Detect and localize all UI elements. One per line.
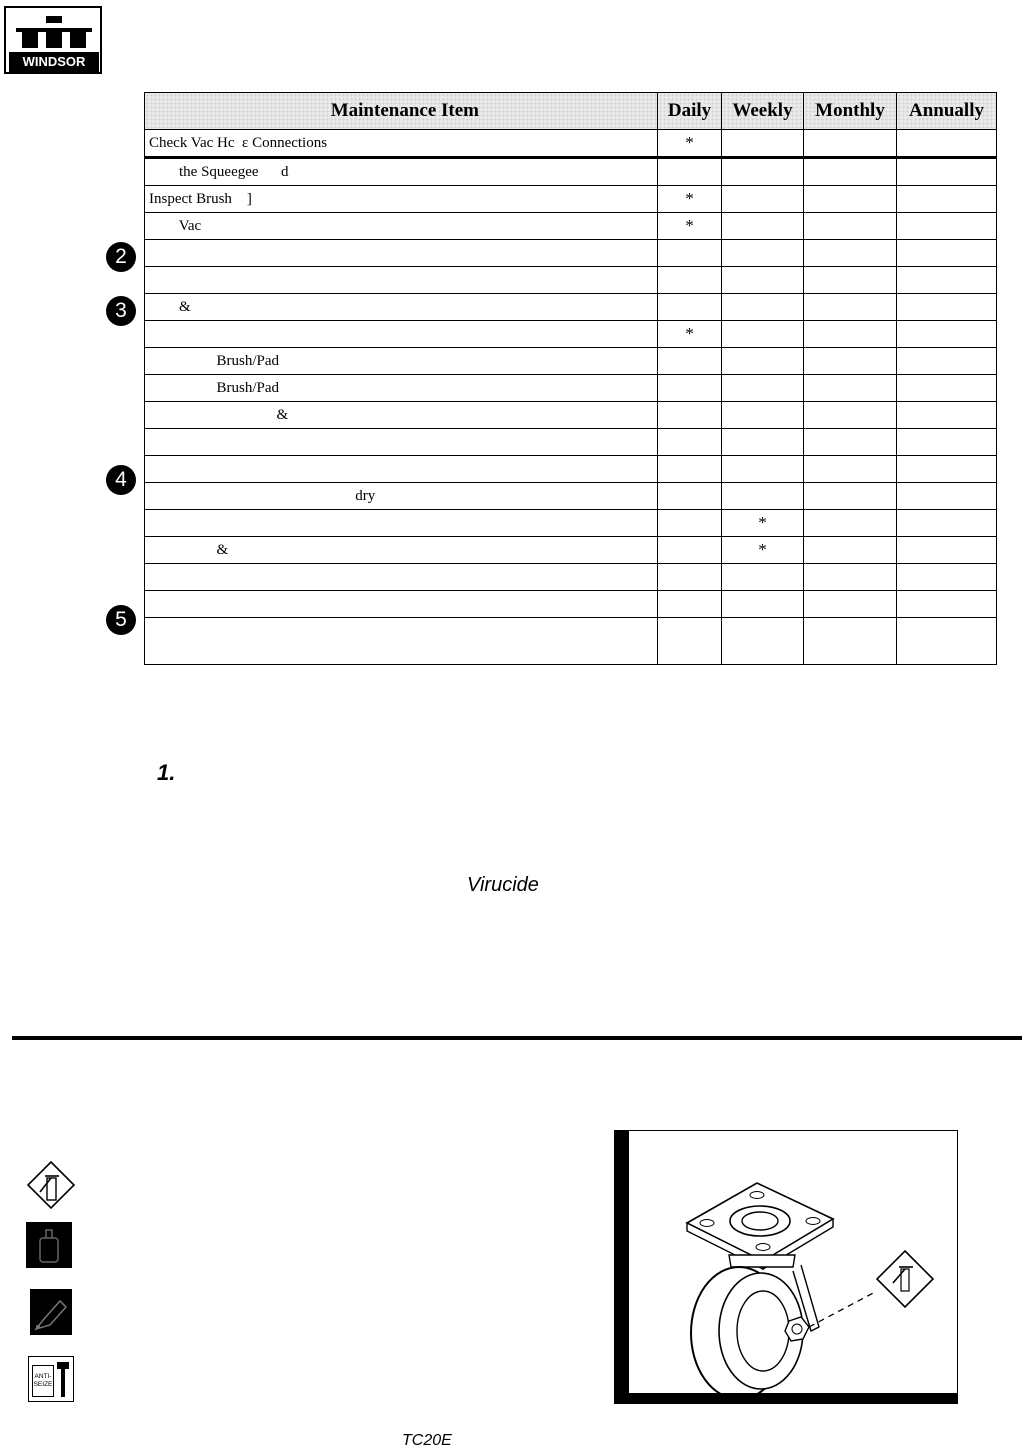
weekly-cell — [722, 158, 804, 186]
lubricant-tube-icon — [30, 1289, 72, 1335]
maintenance-table — [144, 92, 997, 665]
note-step-number: 1. — [157, 760, 176, 785]
note-virucide: Virucide — [467, 874, 539, 896]
table-row — [145, 618, 997, 665]
monthly-cell — [804, 510, 897, 537]
oil-can-icon — [26, 1222, 72, 1268]
annually-cell — [897, 186, 997, 213]
maintenance-item-cell: & — [145, 294, 658, 321]
annually-cell — [897, 564, 997, 591]
weekly-cell: * — [722, 537, 804, 564]
weekly-cell — [722, 456, 804, 483]
daily-cell: * — [658, 213, 722, 240]
table-row — [145, 186, 997, 213]
table-row — [145, 564, 997, 591]
header-annually: Annually — [897, 93, 997, 130]
maintenance-item-cell: the Squeegee d — [145, 158, 658, 186]
monthly-cell — [804, 186, 897, 213]
daily-cell: * — [658, 321, 722, 348]
windsor-mark-icon — [14, 14, 94, 50]
table-row — [145, 321, 997, 348]
monthly-cell — [804, 130, 897, 158]
annually-cell — [897, 267, 997, 294]
annually-cell — [897, 213, 997, 240]
annually-cell — [897, 402, 997, 429]
grease-gun-icon — [26, 1160, 76, 1210]
weekly-cell — [722, 402, 804, 429]
monthly-cell — [804, 564, 897, 591]
maintenance-item-cell — [145, 591, 658, 618]
daily-cell — [658, 510, 722, 537]
weekly-cell — [722, 130, 804, 158]
daily-cell — [658, 348, 722, 375]
table-row — [145, 510, 997, 537]
annually-cell — [897, 240, 997, 267]
monthly-cell — [804, 402, 897, 429]
table-row — [145, 402, 997, 429]
daily-cell — [658, 402, 722, 429]
maintenance-item-cell — [145, 618, 658, 665]
windsor-logo — [4, 6, 102, 74]
maintenance-item-cell: Inspect Brush ] — [145, 186, 658, 213]
table-row — [145, 240, 997, 267]
monthly-cell — [804, 537, 897, 564]
weekly-cell — [722, 429, 804, 456]
weekly-cell — [722, 213, 804, 240]
monthly-cell — [804, 456, 897, 483]
annually-cell — [897, 456, 997, 483]
table-row — [145, 294, 997, 321]
model-footer: TC20E — [402, 1432, 452, 1449]
table-row — [145, 158, 997, 186]
weekly-cell — [722, 348, 804, 375]
step-marker-2: 2 — [106, 242, 136, 272]
maintenance-item-cell — [145, 429, 658, 456]
weekly-cell — [722, 483, 804, 510]
weekly-cell — [722, 375, 804, 402]
table-row — [145, 456, 997, 483]
maintenance-item-cell — [145, 456, 658, 483]
table-row — [145, 483, 997, 510]
daily-cell — [658, 267, 722, 294]
annually-cell — [897, 130, 997, 158]
maintenance-item-cell: Brush/Pad — [145, 348, 658, 375]
annually-cell — [897, 537, 997, 564]
daily-cell — [658, 483, 722, 510]
step-marker-3: 3 — [106, 296, 136, 326]
daily-cell — [658, 456, 722, 483]
header-monthly: Monthly — [804, 93, 897, 130]
weekly-cell — [722, 591, 804, 618]
maintenance-item-cell — [145, 240, 658, 267]
maintenance-item-cell: dry — [145, 483, 658, 510]
daily-cell — [658, 429, 722, 456]
monthly-cell — [804, 267, 897, 294]
daily-cell: * — [658, 186, 722, 213]
table-row — [145, 375, 997, 402]
maintenance-item-cell: Brush/Pad — [145, 375, 658, 402]
monthly-cell — [804, 591, 897, 618]
maintenance-item-cell — [145, 321, 658, 348]
annually-cell — [897, 158, 997, 186]
weekly-cell — [722, 294, 804, 321]
monthly-cell — [804, 294, 897, 321]
daily-cell — [658, 591, 722, 618]
weekly-cell — [722, 240, 804, 267]
monthly-cell — [804, 321, 897, 348]
daily-cell — [658, 537, 722, 564]
monthly-cell — [804, 375, 897, 402]
anti-seize-label: ANTI-SEIZE — [32, 1365, 54, 1397]
daily-cell — [658, 240, 722, 267]
annually-cell — [897, 591, 997, 618]
weekly-cell — [722, 618, 804, 665]
annually-cell — [897, 294, 997, 321]
weekly-cell — [722, 564, 804, 591]
daily-cell — [658, 375, 722, 402]
table-row — [145, 348, 997, 375]
monthly-cell — [804, 429, 897, 456]
table-row — [145, 267, 997, 294]
annually-cell — [897, 483, 997, 510]
daily-cell — [658, 618, 722, 665]
annually-cell — [897, 321, 997, 348]
caster-wheel-illustration — [629, 1131, 957, 1393]
step-marker-4: 4 — [106, 465, 136, 495]
logo-wordmark: WINDSOR — [9, 52, 99, 72]
table-header-row — [145, 93, 997, 130]
daily-cell — [658, 158, 722, 186]
table-row — [145, 130, 997, 158]
maintenance-item-cell: Check Vac Hc ε Connections — [145, 130, 658, 158]
monthly-cell — [804, 348, 897, 375]
anti-seize-icon — [28, 1356, 74, 1402]
weekly-cell: * — [722, 510, 804, 537]
table-row — [145, 429, 997, 456]
weekly-cell — [722, 186, 804, 213]
annually-cell — [897, 618, 997, 665]
table-row — [145, 591, 997, 618]
monthly-cell — [804, 618, 897, 665]
maintenance-item-cell — [145, 564, 658, 591]
annually-cell — [897, 429, 997, 456]
weekly-cell — [722, 321, 804, 348]
header-maintenance-item: Maintenance Item — [145, 93, 658, 130]
monthly-cell — [804, 158, 897, 186]
maintenance-item-cell: & — [145, 402, 658, 429]
maintenance-item-cell — [145, 510, 658, 537]
step-marker-5: 5 — [106, 605, 136, 635]
weekly-cell — [722, 267, 804, 294]
caster-figure — [614, 1130, 958, 1404]
section-divider — [12, 1036, 1022, 1040]
monthly-cell — [804, 240, 897, 267]
annually-cell — [897, 510, 997, 537]
table-row — [145, 537, 997, 564]
monthly-cell — [804, 483, 897, 510]
annually-cell — [897, 348, 997, 375]
maintenance-item-cell — [145, 267, 658, 294]
table-row — [145, 213, 997, 240]
monthly-cell — [804, 213, 897, 240]
header-daily: Daily — [658, 93, 722, 130]
header-weekly: Weekly — [722, 93, 804, 130]
daily-cell: * — [658, 130, 722, 158]
annually-cell — [897, 375, 997, 402]
maintenance-item-cell: Vac — [145, 213, 658, 240]
daily-cell — [658, 564, 722, 591]
maintenance-item-cell: & — [145, 537, 658, 564]
daily-cell — [658, 294, 722, 321]
